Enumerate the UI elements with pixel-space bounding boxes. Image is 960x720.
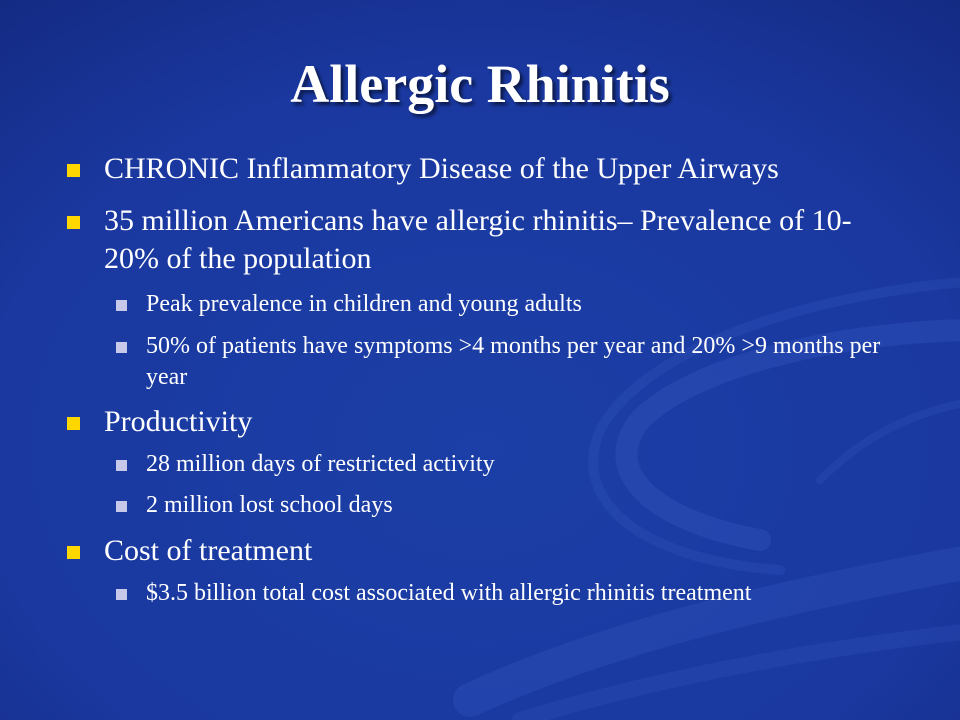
bullet-item xyxy=(64,532,904,570)
bullet-square-icon xyxy=(67,546,80,559)
bullet-square-icon xyxy=(67,216,80,229)
sub-bullet-item xyxy=(64,449,904,480)
sub-bullet-text: $3.5 billion total cost associated with allergic rhinitis treatment xyxy=(146,580,752,606)
bullet-text: Productivity xyxy=(104,405,253,438)
bullet-item xyxy=(64,150,904,188)
sub-bullet-text: 28 million days of restricted activity xyxy=(146,451,495,477)
sub-bullet-text: 2 million lost school days xyxy=(146,492,393,518)
sub-bullet-square-icon xyxy=(116,460,127,471)
bullet-text: CHRONIC Inflammatory Disease of the Upper Airways xyxy=(104,152,779,185)
slide-title: Allergic Rhinitis xyxy=(290,54,670,114)
bullet-item xyxy=(64,403,904,441)
sub-bullet-item xyxy=(64,490,904,521)
sub-bullet-item xyxy=(64,289,904,320)
bullet-square-icon xyxy=(67,164,80,177)
sub-bullet-item xyxy=(64,331,904,393)
bullet-text: 35 million Americans have allergic rhinitis– Prevalence of 10-20% of the population xyxy=(104,204,852,275)
bullet-text: Cost of treatment xyxy=(104,534,313,567)
sub-bullet-text: 50% of patients have symptoms >4 months per year and 20% >9 months per year xyxy=(146,333,881,390)
bullet-item xyxy=(64,202,904,278)
sub-bullet-square-icon xyxy=(116,589,127,600)
sub-bullet-square-icon xyxy=(116,342,127,353)
sub-bullet-item xyxy=(64,578,904,609)
sub-bullet-text: Peak prevalence in children and young adults xyxy=(146,291,582,317)
bullet-list xyxy=(64,150,904,609)
bullet-square-icon xyxy=(67,417,80,430)
sub-bullet-square-icon xyxy=(116,501,127,512)
sub-bullet-square-icon xyxy=(116,300,127,311)
